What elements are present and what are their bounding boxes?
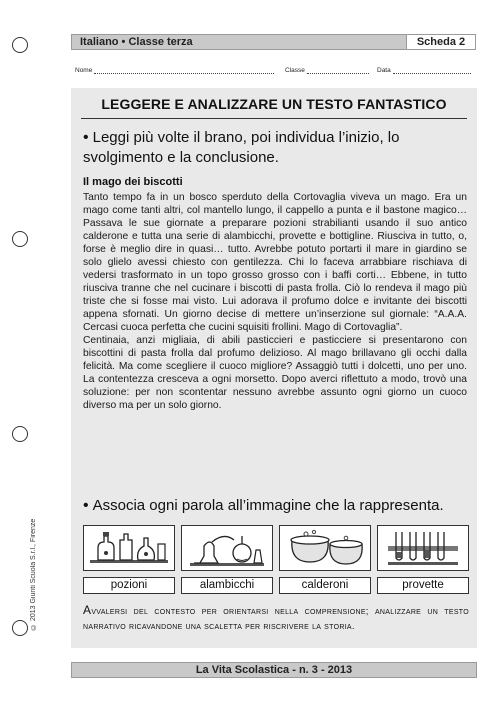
binder-hole-3 <box>12 426 28 442</box>
word-row <box>83 577 469 594</box>
word-box-2[interactable]: alambicchi <box>181 577 273 594</box>
test-tubes-icon <box>377 525 469 571</box>
title-underline <box>81 118 467 119</box>
instruction-2: • Associa ogni parola all’immagine che la rappresenta. <box>83 497 444 514</box>
story-paragraph-2: Centinaia, anzi migliaia, di abili pasticcieri e pasticciere si presentarono con biscottini di pasta frolla dal profumo delizioso. Al mago brillavano gli occhi dalla felicità. Ma come scegliere il cuoco migliore? Assaggiò tutti i dolcetti, uno per uno. La contentezza cresceva a ogni morsetto. Dopo averci riflettuto a modo, trovò una soluzione: per non scontentar nessuno avrebbe assunto ogni giorno un cuoco diverso ma per un solo giorno. <box>83 335 467 411</box>
story-paragraph-1: Tanto tempo fa in un bosco sperduto della Cortovaglia viveva un mago. Era un mago come tanti altri, col mantello lungo, il cappello a punta e il bastone magico… Passava le sue giornate a preparare pozioni strabilianti usando il suo antico calderone e tutta una serie di alambicchi, provette e bottigline. Riusciva in tutto, o, forse è meglio dire in quasi… tutto. Avrebbe potuto portarti il mare in giardino se solo glielo avessi chiesto con gentilezza. Chi lo faceva arrabbiare rischiava di vedersi trasformato in un topo grosso grosso con i baffi corti… Ebbene, in tutto riusciva tranne che nel cucinare i biscotti di pasta frolla. Ciò lo rendeva il mago più triste che si fosse mai visto. Lui adorava il profumo dolce e invitante dei biscotti appena sfornati. Un giorno decise di mettere un’inserzione sul giornale: “A.A.A. Cercasi cuoca perfetta che cucini squisiti frollini. Mago di Cortovaglia”. <box>83 192 467 333</box>
worksheet-title: LEGGERE E ANALIZZARE UN TESTO FANTASTICO <box>101 96 447 112</box>
word-box-3[interactable]: calderoni <box>279 577 371 594</box>
date-label: Data <box>377 67 391 74</box>
binder-hole-4 <box>12 620 28 636</box>
class-field[interactable] <box>285 66 369 74</box>
story-title: Il mago dei biscotti <box>83 176 183 188</box>
name-field[interactable] <box>75 66 274 74</box>
student-fields <box>75 66 475 76</box>
word-box-1[interactable]: pozioni <box>83 577 175 594</box>
header-bar <box>71 34 476 50</box>
story-text <box>83 191 467 412</box>
instruction-1: • Leggi più volte il brano, poi individua l’inizio, lo svolgimento e la conclusione. <box>83 129 400 166</box>
binder-hole-2 <box>12 231 28 247</box>
date-field[interactable] <box>377 66 471 74</box>
alembics-icon <box>181 525 273 571</box>
class-label: Classe <box>285 67 305 74</box>
footer-bar: La Vita Scolastica - n. 3 - 2013 <box>71 662 477 678</box>
copyright-credit: © 2013 Giunti Scuola S.r.l., Firenze <box>30 518 37 630</box>
worksheet-frame <box>71 88 477 648</box>
potion-bottles-icon <box>83 525 175 571</box>
bullet-icon: • <box>83 497 89 514</box>
date-line <box>393 66 471 74</box>
word-box-4[interactable]: provette <box>377 577 469 594</box>
learning-objective: Avvalersi del contesto per orientarsi nella comprensione; analizzare un testo narrativo ricavandone una scaletta per riscrivere la storia. <box>83 603 469 632</box>
cauldrons-icon <box>279 525 371 571</box>
binder-hole-1 <box>12 37 28 53</box>
name-line <box>94 66 274 74</box>
bullet-icon: • <box>83 129 89 146</box>
sheet-label: Scheda 2 <box>406 34 476 50</box>
picture-row <box>83 525 469 571</box>
name-label: Nome <box>75 67 93 74</box>
subject-label: Italiano • Classe terza <box>80 36 193 48</box>
class-line <box>307 66 369 74</box>
